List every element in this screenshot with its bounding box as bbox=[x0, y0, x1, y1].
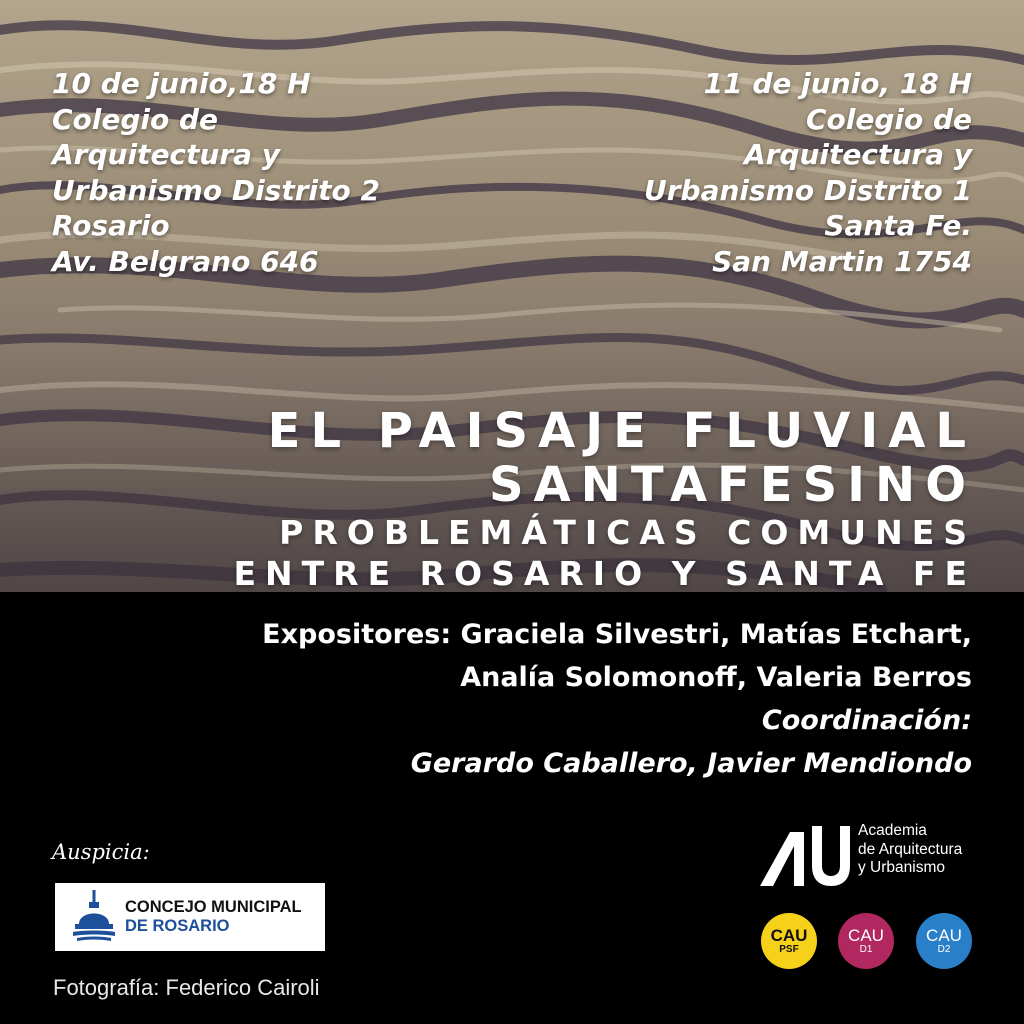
event-rosario-info bbox=[52, 66, 432, 279]
cau-psf-sub: PSF bbox=[779, 943, 799, 955]
speakers-line-1: Expositores: Graciela Silvestri, Matías Etchart, bbox=[262, 619, 972, 650]
academia-logo bbox=[760, 822, 990, 886]
speakers-block bbox=[72, 613, 972, 785]
concejo-municipal-logo bbox=[55, 883, 325, 951]
subtitle-line-1: PROBLEMÁTICAS COMUNES bbox=[279, 513, 976, 552]
cau-d1-sub: D1 bbox=[859, 943, 873, 955]
speakers-line-2: Analía Solomonoff, Valeria Berros bbox=[460, 662, 972, 693]
event-santafe-city: Santa Fe. bbox=[824, 209, 972, 242]
concejo-name-line-2: DE ROSARIO bbox=[125, 917, 230, 935]
cau-d2-sub: D2 bbox=[937, 943, 951, 955]
au-monogram-icon bbox=[760, 826, 854, 886]
cau-d2-main: CAU bbox=[926, 925, 962, 945]
event-rosario-venue-1: Colegio de bbox=[52, 102, 219, 136]
event-santafe-venue-3: Urbanismo Distrito 1 bbox=[644, 173, 972, 207]
event-rosario-venue-2: Arquitectura y bbox=[52, 138, 281, 171]
sponsor-label: Auspicia: bbox=[52, 840, 150, 864]
title-line-1: EL PAISAJE FLUVIAL bbox=[267, 403, 976, 459]
event-santafe-date: 11 de junio, 18 H bbox=[703, 67, 972, 100]
event-santafe-info bbox=[552, 66, 972, 279]
event-santafe-venue-2: Arquitectura y bbox=[743, 138, 972, 171]
cau-psf-badge bbox=[761, 913, 817, 969]
cau-psf-main: CAU bbox=[770, 925, 808, 945]
academia-line-1: Academia bbox=[858, 822, 927, 839]
cau-d1-main: CAU bbox=[848, 925, 884, 945]
event-santafe-address: San Martin 1754 bbox=[712, 244, 972, 278]
event-rosario-venue-3: Urbanismo Distrito 2 bbox=[52, 173, 380, 207]
event-rosario-date: 10 de junio,18 H bbox=[52, 67, 311, 100]
cau-d2-badge bbox=[916, 913, 972, 969]
academia-line-2: de Arquitectura bbox=[858, 840, 963, 858]
event-title bbox=[76, 404, 976, 592]
subtitle-line-2: ENTRE ROSARIO Y SANTA FE bbox=[233, 554, 976, 592]
photo-credit: Fotografía: Federico Cairoli bbox=[53, 975, 320, 1000]
event-rosario-city: Rosario bbox=[52, 209, 170, 242]
coordination-names: Gerardo Caballero, Javier Mendiondo bbox=[410, 748, 972, 779]
concejo-name-line-1: CONCEJO MUNICIPAL bbox=[125, 898, 302, 916]
cau-d1-badge bbox=[838, 913, 894, 969]
title-line-2: SANTAFESINO bbox=[488, 457, 976, 513]
coordination-label: Coordinación: bbox=[761, 705, 972, 736]
academia-line-3: y Urbanismo bbox=[858, 859, 945, 876]
dome-icon bbox=[71, 890, 117, 944]
event-santafe-venue-1: Colegio de bbox=[805, 102, 972, 136]
event-rosario-address: Av. Belgrano 646 bbox=[52, 244, 319, 278]
